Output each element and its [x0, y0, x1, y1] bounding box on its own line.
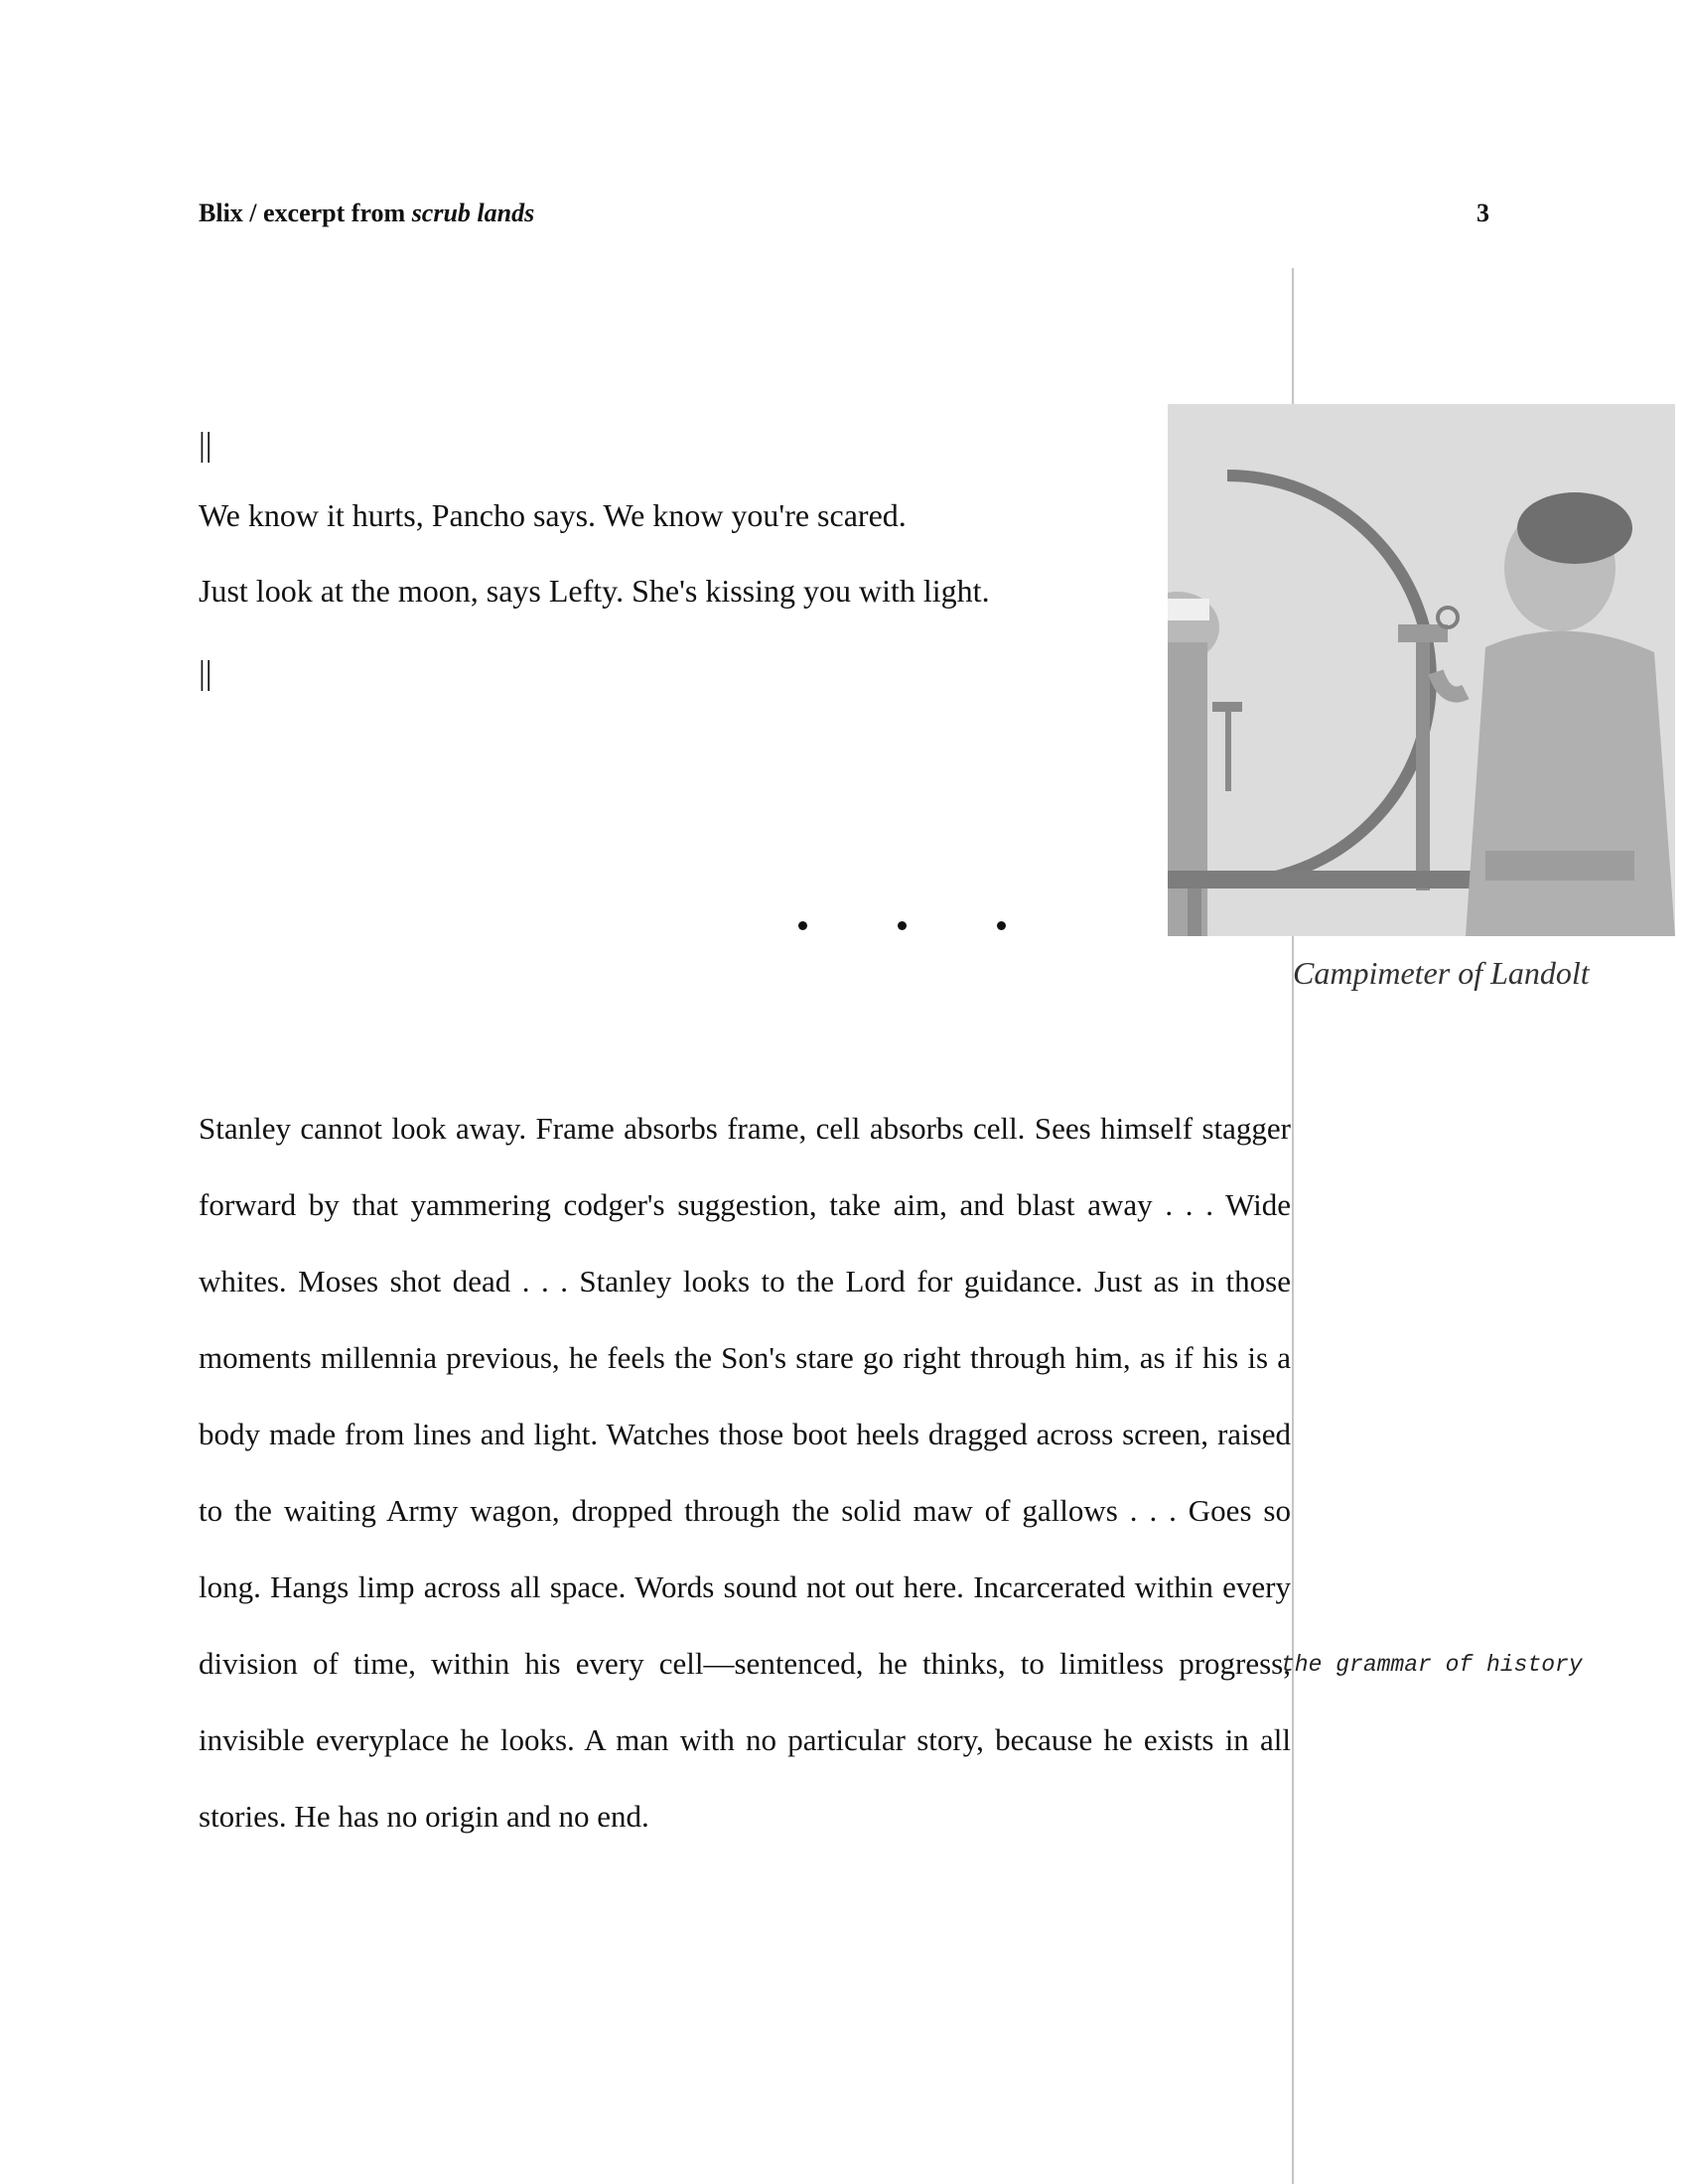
page-number: 3	[1477, 199, 1489, 227]
divider-dot	[898, 921, 907, 930]
campimeter-drawing	[1168, 404, 1675, 936]
header-title: scrub lands	[411, 199, 535, 227]
header-author: Blix / excerpt from	[199, 199, 412, 227]
figure-caption: Campimeter of Landolt	[1293, 955, 1590, 991]
dialogue-line-pancho: We know it hurts, Pancho says. We know you're scared.	[199, 497, 907, 533]
margin-note: the grammar of history	[1281, 1652, 1583, 1678]
section-mark-open: ||	[199, 427, 212, 464]
dialogue-line-lefty: Just look at the moon, says Lefty. She's kissing you with light.	[199, 573, 990, 609]
body-paragraph: Stanley cannot look away. Frame absorbs frame, cell absorbs cell. Sees himself stagger forward by that yammering codger's suggestion, take aim, and blast away . . . Wide whites. Moses shot dead . . . Stanley looks to the Lord for guidance. Just as in those moments millennia previous, he feels the Son's stare go right through him, as if his is a body made from lines and light. Watches those boot heels dragged across screen, raised to the waiting Army wagon, dropped through the solid maw of gallows . . . Goes so long. Hangs limp across all space. Words sound not out here. Incarcerated within every division of time, within his every cell—sentenced, he thinks, to limitless progress, invisible everyplace he looks. A man with no particular story, because he exists in all stories. He has no origin and no end.	[199, 1111, 1291, 1834]
divider-dot	[997, 921, 1006, 930]
running-header	[199, 199, 534, 228]
section-mark-close: ||	[199, 655, 212, 692]
section-break-dots	[774, 913, 1033, 937]
divider-dot	[798, 921, 807, 930]
campimeter-illustration	[1168, 404, 1675, 936]
